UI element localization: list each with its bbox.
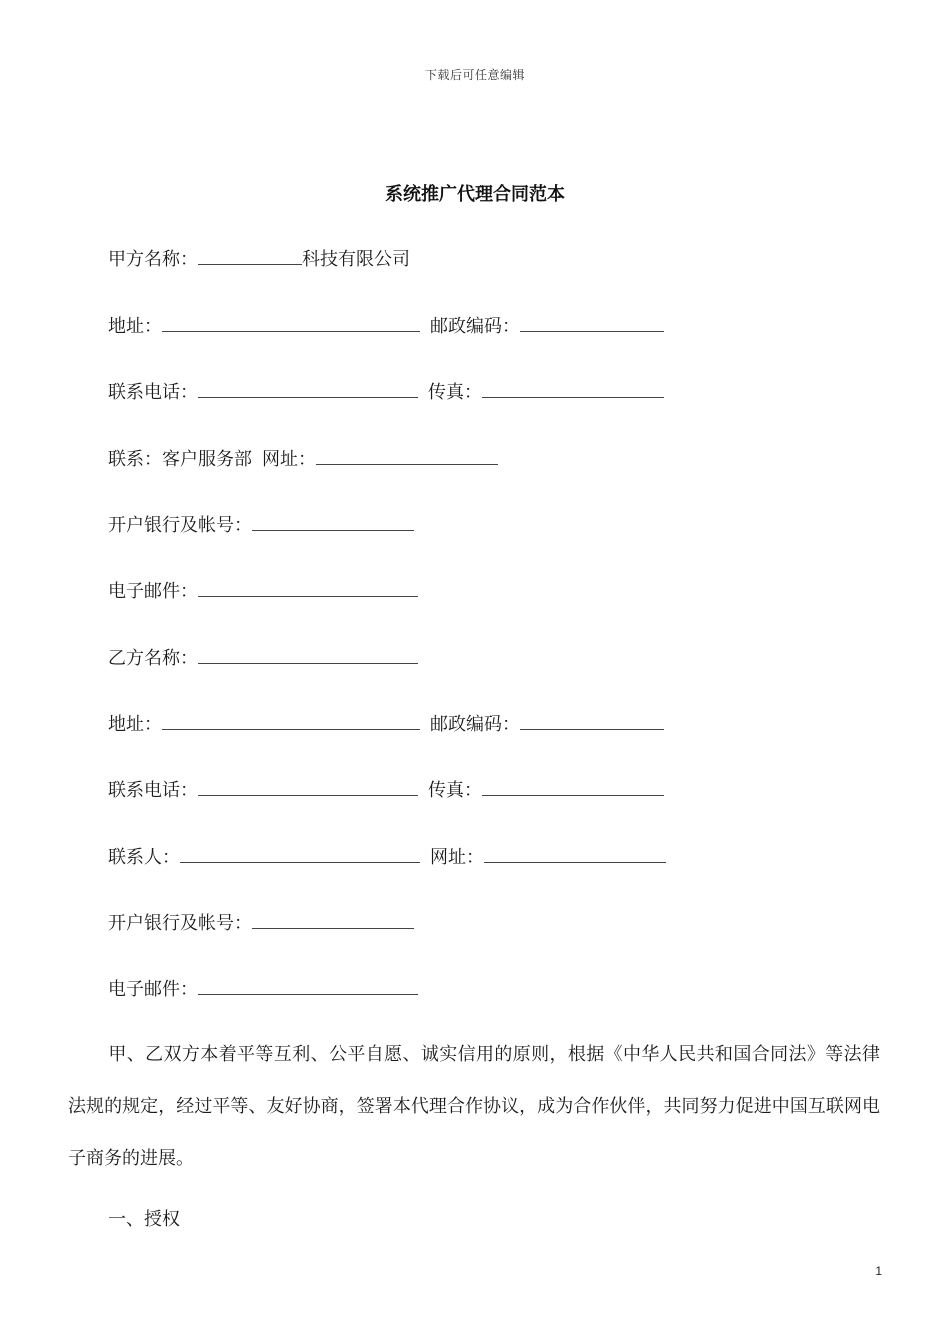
preamble-text: 甲、乙双方本着平等互利、公平自愿、诚实信用的原则，根据《中华人民共和国合同法》等法律法规的规定，经过平等、友好协商，签署本代理合作协议，成为合作伙伴，共同努力促进中国互联网电子商务的进展。 — [68, 1044, 880, 1169]
party-a-email-label: 电子邮件： — [108, 581, 198, 602]
party-a-phone-blank[interactable] — [198, 379, 418, 398]
party-a-address-blank[interactable] — [162, 313, 420, 332]
party-a-email-row — [108, 578, 418, 602]
party-a-phone-row — [108, 379, 664, 403]
party-a-website-label: 网址： — [262, 449, 316, 470]
party-b-postcode-blank[interactable] — [520, 711, 664, 730]
party-b-address-row — [108, 711, 664, 735]
party-a-postcode-blank[interactable] — [520, 313, 664, 332]
party-b-website-label: 网址： — [430, 847, 484, 868]
party-b-address-label: 地址： — [108, 714, 162, 735]
party-a-fax-blank[interactable] — [482, 379, 664, 398]
party-b-contact-blank[interactable] — [180, 844, 420, 863]
party-a-address-row — [108, 313, 664, 337]
page-number: 1 — [875, 1264, 882, 1278]
party-a-bank-blank[interactable] — [252, 512, 414, 531]
preamble-paragraph — [68, 1029, 880, 1185]
party-a-bank-row — [108, 512, 414, 536]
party-b-bank-blank[interactable] — [252, 910, 414, 929]
party-b-name-label: 乙方名称： — [108, 648, 198, 669]
party-a-name-row — [108, 246, 410, 270]
header-note: 下载后可任意编辑 — [424, 68, 525, 82]
party-b-phone-row — [108, 777, 664, 801]
party-b-contact-row — [108, 844, 666, 868]
party-b-name-row — [108, 645, 418, 669]
party-a-address-label: 地址： — [108, 316, 162, 337]
section-heading-authorization: 一、授权 — [108, 1209, 180, 1230]
party-a-name-label: 甲方名称： — [108, 249, 198, 270]
party-a-website-blank[interactable] — [316, 446, 498, 465]
party-a-fax-label: 传真： — [428, 382, 482, 403]
document-title: 系统推广代理合同范本 — [385, 184, 565, 205]
party-b-bank-row — [108, 910, 414, 934]
party-a-name-blank[interactable] — [198, 246, 302, 265]
party-b-fax-label: 传真： — [428, 780, 482, 801]
party-b-email-blank[interactable] — [198, 976, 418, 995]
party-a-name-suffix: 科技有限公司 — [302, 249, 410, 270]
party-a-phone-label: 联系电话： — [108, 382, 198, 403]
party-b-name-blank[interactable] — [198, 645, 418, 664]
party-a-bank-label: 开户银行及帐号： — [108, 515, 252, 536]
party-b-fax-blank[interactable] — [482, 777, 664, 796]
party-a-contact-label: 联系： — [108, 449, 162, 470]
party-b-contact-label: 联系人： — [108, 847, 180, 868]
party-b-postcode-label: 邮政编码： — [430, 714, 520, 735]
party-b-email-row — [108, 976, 418, 1000]
party-a-contact-row — [108, 446, 498, 470]
party-b-email-label: 电子邮件： — [108, 979, 198, 1000]
party-a-postcode-label: 邮政编码： — [430, 316, 520, 337]
party-b-website-blank[interactable] — [484, 844, 666, 863]
party-a-email-blank[interactable] — [198, 578, 418, 597]
party-b-bank-label: 开户银行及帐号： — [108, 913, 252, 934]
party-b-phone-label: 联系电话： — [108, 780, 198, 801]
party-b-phone-blank[interactable] — [198, 777, 418, 796]
party-a-contact-value: 客户服务部 — [162, 449, 252, 470]
party-b-address-blank[interactable] — [162, 711, 420, 730]
